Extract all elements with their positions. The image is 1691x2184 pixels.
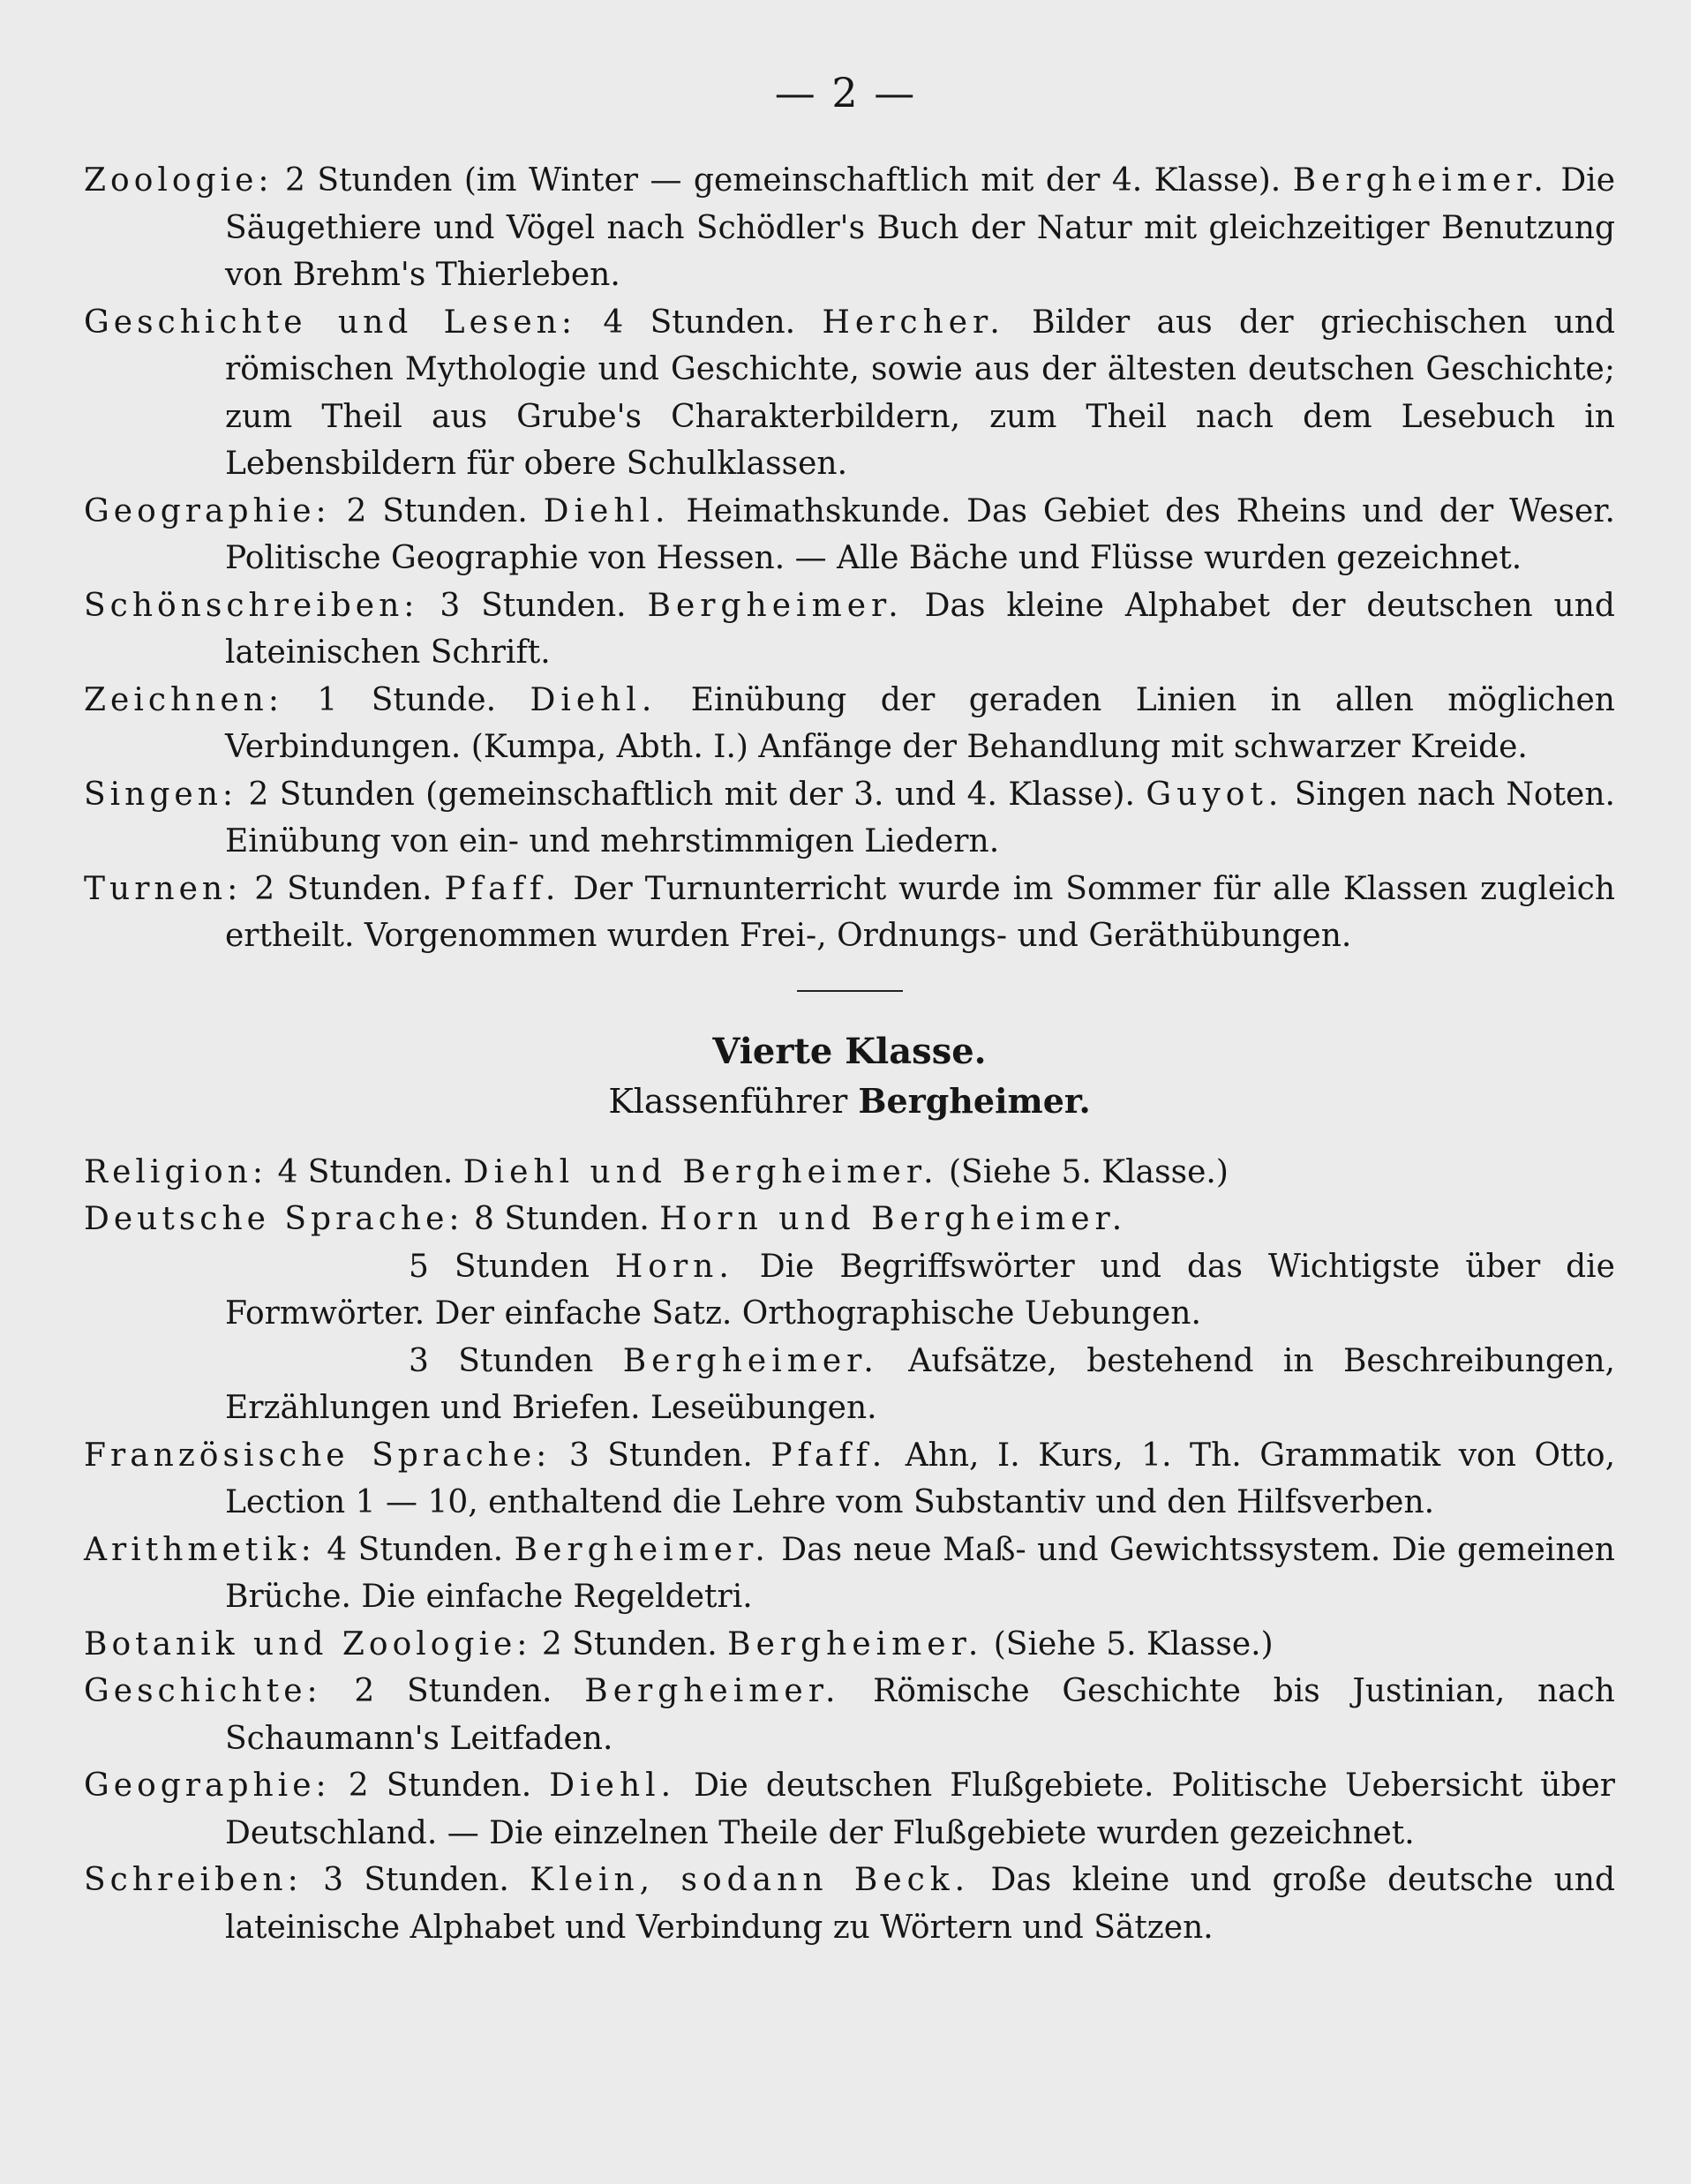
entry-hours: 2 Stunden. — [541, 1625, 718, 1662]
entry-geschichte — [84, 1668, 1615, 1762]
entry-subject: Schreiben: — [84, 1862, 303, 1898]
entry-description: Das kleine und große deutsche und lateinische Alphabet und Verbindung zu Wörtern und Sätzen. — [225, 1862, 1616, 1946]
sub-entry-hours: 5 Stunden — [409, 1248, 590, 1285]
entry-religion — [84, 1149, 1615, 1197]
entry-description: Das kleine Alphabet der deutschen und lateinischen Schrift. — [225, 587, 1615, 671]
entry-hours: 4 Stunden. — [327, 1531, 504, 1568]
entry-deutsche-sprache — [84, 1196, 1615, 1243]
entry-schreiben — [84, 1857, 1615, 1951]
entry-singen — [84, 771, 1615, 866]
entry-zoologie — [84, 157, 1615, 299]
entry-hours: 8 Stunden. — [474, 1201, 650, 1237]
entry-subject: Singen: — [84, 776, 238, 813]
entry-teacher: Klein, sodann Beck. — [530, 1862, 971, 1898]
entry-description: Heimathskunde. Das Gebiet des Rheins und der Weser. Politische Geographie von Hessen. — Alle Bäche und Flüsse wurden gezeichnet. — [225, 492, 1615, 576]
entry-hours: 3 Stunden. — [323, 1862, 509, 1898]
entry-franzoesische-sprache — [84, 1432, 1615, 1527]
entry-teacher: Hercher. — [822, 304, 1005, 341]
entry-description: Ahn, I. Kurs, 1. Th. Grammatik von Otto, Lection 1 — 10, enthaltend die Lehre vom Substantiv und den Hilfsverben. — [225, 1437, 1616, 1520]
entry-description: (Siehe 5. Klasse.) — [949, 1153, 1229, 1190]
entry-hours: 2 Stunden (im Winter — gemeinschaftlich mit der 4. Klasse). — [285, 162, 1281, 199]
entry-subject: Arithmetik: — [84, 1531, 316, 1568]
entry-subject: Zeichnen: — [84, 681, 283, 718]
class-leader-label: Klassenführer — [608, 1081, 848, 1121]
class-leader-name: Bergheimer. — [858, 1080, 1091, 1121]
entry-geographie-4 — [84, 1762, 1615, 1857]
sub-entry-teacher: Bergheimer. — [622, 1342, 879, 1379]
entry-teacher: Bergheimer. — [727, 1625, 984, 1662]
entry-teacher: Bergheimer. — [647, 587, 904, 624]
class-leader — [84, 1077, 1615, 1126]
sub-entry-description: Die Begriffswörter und das Wichtigste über die Formwörter. Der einfache Satz. Orthographische Uebungen. — [225, 1248, 1615, 1332]
entry-teacher: Guyot. — [1146, 776, 1284, 813]
entry-subject: Zoologie: — [84, 162, 274, 199]
entry-subject: Französische Sprache: — [84, 1437, 552, 1474]
entry-botanik-und-zoologie — [84, 1621, 1615, 1669]
entry-teacher: Diehl und Bergheimer. — [462, 1153, 939, 1190]
entry-hours: 2 Stunden. — [354, 1673, 552, 1709]
entry-teacher: Bergheimer. — [514, 1531, 770, 1568]
entry-geschichte-und-lesen — [84, 299, 1615, 488]
page-body — [84, 157, 1615, 1951]
entry-description: Römische Geschichte bis Justinian, nach Schaumann's Leitfaden. — [225, 1673, 1615, 1757]
entry-subject: Geographie: — [84, 492, 331, 529]
entry-description: Einübung der geraden Linien in allen möglichen Verbindungen. (Kumpa, Abth. I.) Anfänge der Behandlung mit schwarzer Kreide. — [225, 681, 1615, 765]
sub-entry-description: Aufsätze, bestehend in Beschreibungen, Erzählungen und Briefen. Leseübungen. — [225, 1342, 1615, 1426]
entry-description: (Siehe 5. Klasse.) — [993, 1625, 1274, 1662]
entry-teacher: Bergheimer. — [1292, 162, 1549, 199]
entry-hours: 2 Stunden (gemeinschaftlich mit der 3. und 4. Klasse). — [248, 776, 1136, 813]
entry-teacher: Pfaff. — [770, 1437, 888, 1474]
entry-turnen — [84, 866, 1615, 960]
entry-teacher: Diehl. — [549, 1767, 677, 1804]
entry-hours: 4 Stunden. — [277, 1153, 454, 1190]
entry-description: Das neue Maß- und Gewichtssystem. Die gemeinen Brüche. Die einfache Regeldetri. — [225, 1531, 1615, 1615]
entry-subject: Religion: — [84, 1153, 267, 1190]
entry-geographie — [84, 488, 1615, 582]
section-divider — [797, 990, 903, 992]
entry-hours: 1 Stunde. — [317, 681, 497, 718]
entry-hours: 2 Stunden. — [254, 870, 432, 907]
entry-description: Bilder aus der griechischen und römischen Mythologie und Geschichte, sowie aus der ältesten deutschen Geschichte; zum Theil aus Grube's Charakterbildern, zum Theil nach dem Lesebuch in Lebensbildern für obere Schulklassen. — [225, 304, 1615, 482]
entry-teacher: Diehl. — [530, 681, 658, 718]
entry-arithmetik — [84, 1527, 1615, 1621]
entry-hours: 3 Stunden. — [568, 1437, 753, 1474]
entry-subject: Geschichte: — [84, 1673, 322, 1709]
sub-entry-teacher: Horn. — [614, 1248, 734, 1285]
entry-hours: 3 Stunden. — [440, 587, 627, 624]
entry-subject: Schönschreiben: — [84, 587, 419, 624]
entry-hours: 2 Stunden. — [348, 1767, 532, 1804]
entry-teacher: Bergheimer. — [584, 1673, 841, 1709]
sub-entry-hours: 3 Stunden — [409, 1342, 594, 1379]
entry-teacher: Pfaff. — [444, 870, 561, 907]
entry-description: Singen nach Noten. Einübung von ein- und mehrstimmigen Liedern. — [225, 776, 1615, 859]
entry-zeichnen — [84, 677, 1615, 771]
entry-subject: Botanik und Zoologie: — [84, 1625, 532, 1662]
entry-subject: Deutsche Sprache: — [84, 1201, 464, 1237]
entry-hours: 2 Stunden. — [346, 492, 528, 529]
entry-teacher: Diehl. — [543, 492, 671, 529]
sub-entry-horn — [84, 1243, 1615, 1338]
entry-teacher: Horn und Bergheimer. — [659, 1201, 1128, 1237]
entry-subject: Geschichte und Lesen: — [84, 304, 576, 341]
entry-subject: Turnen: — [84, 870, 243, 907]
entry-description: Die Säugethiere und Vögel nach Schödler's Buch der Natur mit gleichzeitiger Benutzung von Brehm's Thierleben. — [225, 162, 1615, 293]
page-number: — 2 — — [774, 69, 917, 116]
sub-entry-bergheimer — [84, 1338, 1615, 1432]
entry-schoenschreiben — [84, 582, 1615, 677]
entry-hours: 4 Stunden. — [603, 304, 796, 341]
entry-description: Der Turnunterricht wurde im Sommer für alle Klassen zugleich ertheilt. Vorgenommen wurden Frei-, Ordnungs- und Geräthübungen. — [225, 870, 1616, 954]
section-title: Vierte Klasse. — [712, 1030, 987, 1072]
entry-subject: Geographie: — [84, 1767, 331, 1804]
entry-description: Die deutschen Flußgebiete. Politische Uebersicht über Deutschland. — Die einzelnen Theile der Flußgebiete wurden gezeichnet. — [225, 1767, 1616, 1851]
